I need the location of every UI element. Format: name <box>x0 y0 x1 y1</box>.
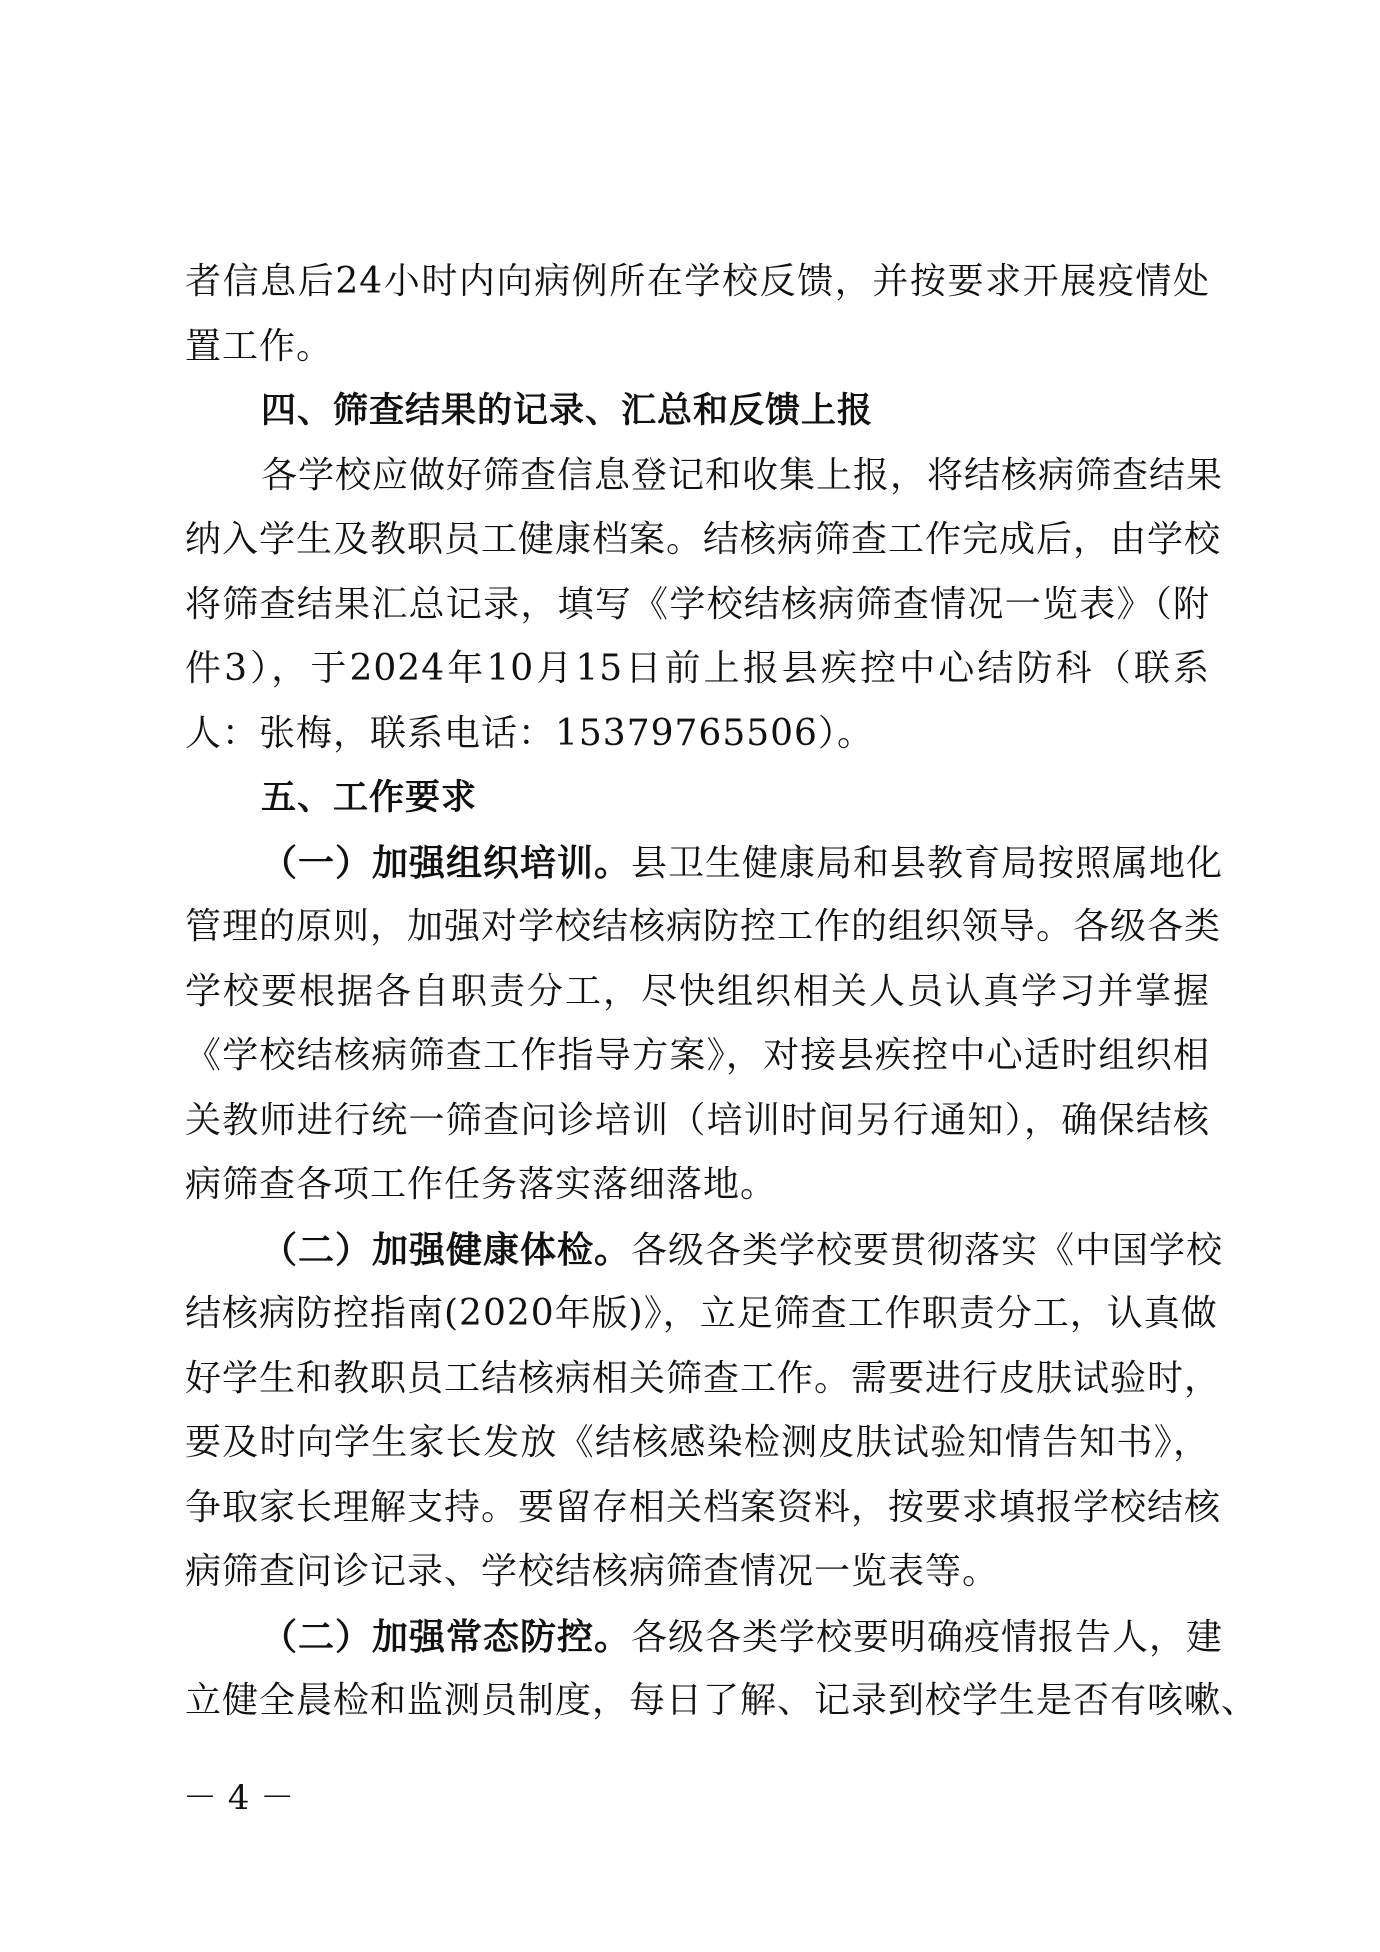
body-line: 病筛查各项工作任务落实落细落地。 <box>185 1164 778 1205</box>
document-body <box>185 250 1259 1734</box>
paragraph-first-line <box>185 831 1224 896</box>
body-line: 结核病防控指南(2020年版)》，立足筛查工作职责分工，认真做 <box>185 1293 1218 1334</box>
body-line: 人：张梅，联系电话：15379765506）。 <box>185 712 874 754</box>
body-line: 好学生和教职员工结核病相关筛查工作。需要进行皮肤试验时， <box>185 1357 1222 1399</box>
section-heading-5: 五、工作要求 <box>261 778 478 818</box>
subheading-lead: （二）加强健康体检。 <box>261 1228 632 1271</box>
body-text: 各级各类学校要贯彻落实《中国学校 <box>631 1229 1224 1271</box>
body-line: 病筛查问诊记录、学校结核病筛查情况一览表等。 <box>185 1551 1000 1592</box>
body-line: 件3），于2024年10月15日前上报县疾控中心结防科（联系 <box>185 648 1210 689</box>
body-line: 学校要根据各自职责分工，尽快组织相关人员认真学习并掌握 <box>185 970 1210 1012</box>
body-line: 置工作。 <box>185 325 334 367</box>
body-text: 县卫生健康局和县教育局按照属地化 <box>631 842 1224 884</box>
body-line: 《学校结核病筛查工作指导方案》，对接县疾控中心适时组织相 <box>185 1035 1210 1076</box>
paragraph-first-line <box>185 1218 1224 1283</box>
page-number: － 4 － <box>183 1778 295 1818</box>
body-line: 者信息后24小时内向病例所在学校反馈，并按要求开展疫情处 <box>185 261 1210 302</box>
body-text: 各级各类学校要明确疫情报告人，建 <box>631 1616 1224 1658</box>
body-line: 争取家长理解支持。要留存相关档案资料，按要求填报学校结核 <box>185 1486 1222 1528</box>
body-line: 立健全晨检和监测员制度，每日了解、记录到校学生是否有咳嗽、 <box>185 1680 1259 1721</box>
body-line: 将筛查结果汇总记录，填写《学校结核病筛查情况一览表》（附 <box>185 583 1210 625</box>
paragraph-first-line <box>185 1605 1224 1670</box>
subheading-lead: （二）加强常态防控。 <box>261 1615 632 1658</box>
subheading-lead: （一）加强组织培训。 <box>261 841 632 884</box>
body-line: 纳入学生及教职员工健康档案。结核病筛查工作完成后，由学校 <box>185 519 1222 560</box>
body-line: 管理的原则，加强对学校结核病防控工作的组织领导。各级各类 <box>185 906 1222 947</box>
body-line: 关教师进行统一筛查问诊培训（培训时间另行通知），确保结核 <box>185 1099 1210 1141</box>
section-heading-4: 四、筛查结果的记录、汇总和反馈上报 <box>261 391 874 431</box>
body-line: 各学校应做好筛查信息登记和收集上报，将结核病筛查结果 <box>261 454 1224 496</box>
body-line: 要及时向学生家长发放《结核感染检测皮肤试验知情告知书》， <box>185 1422 1210 1463</box>
